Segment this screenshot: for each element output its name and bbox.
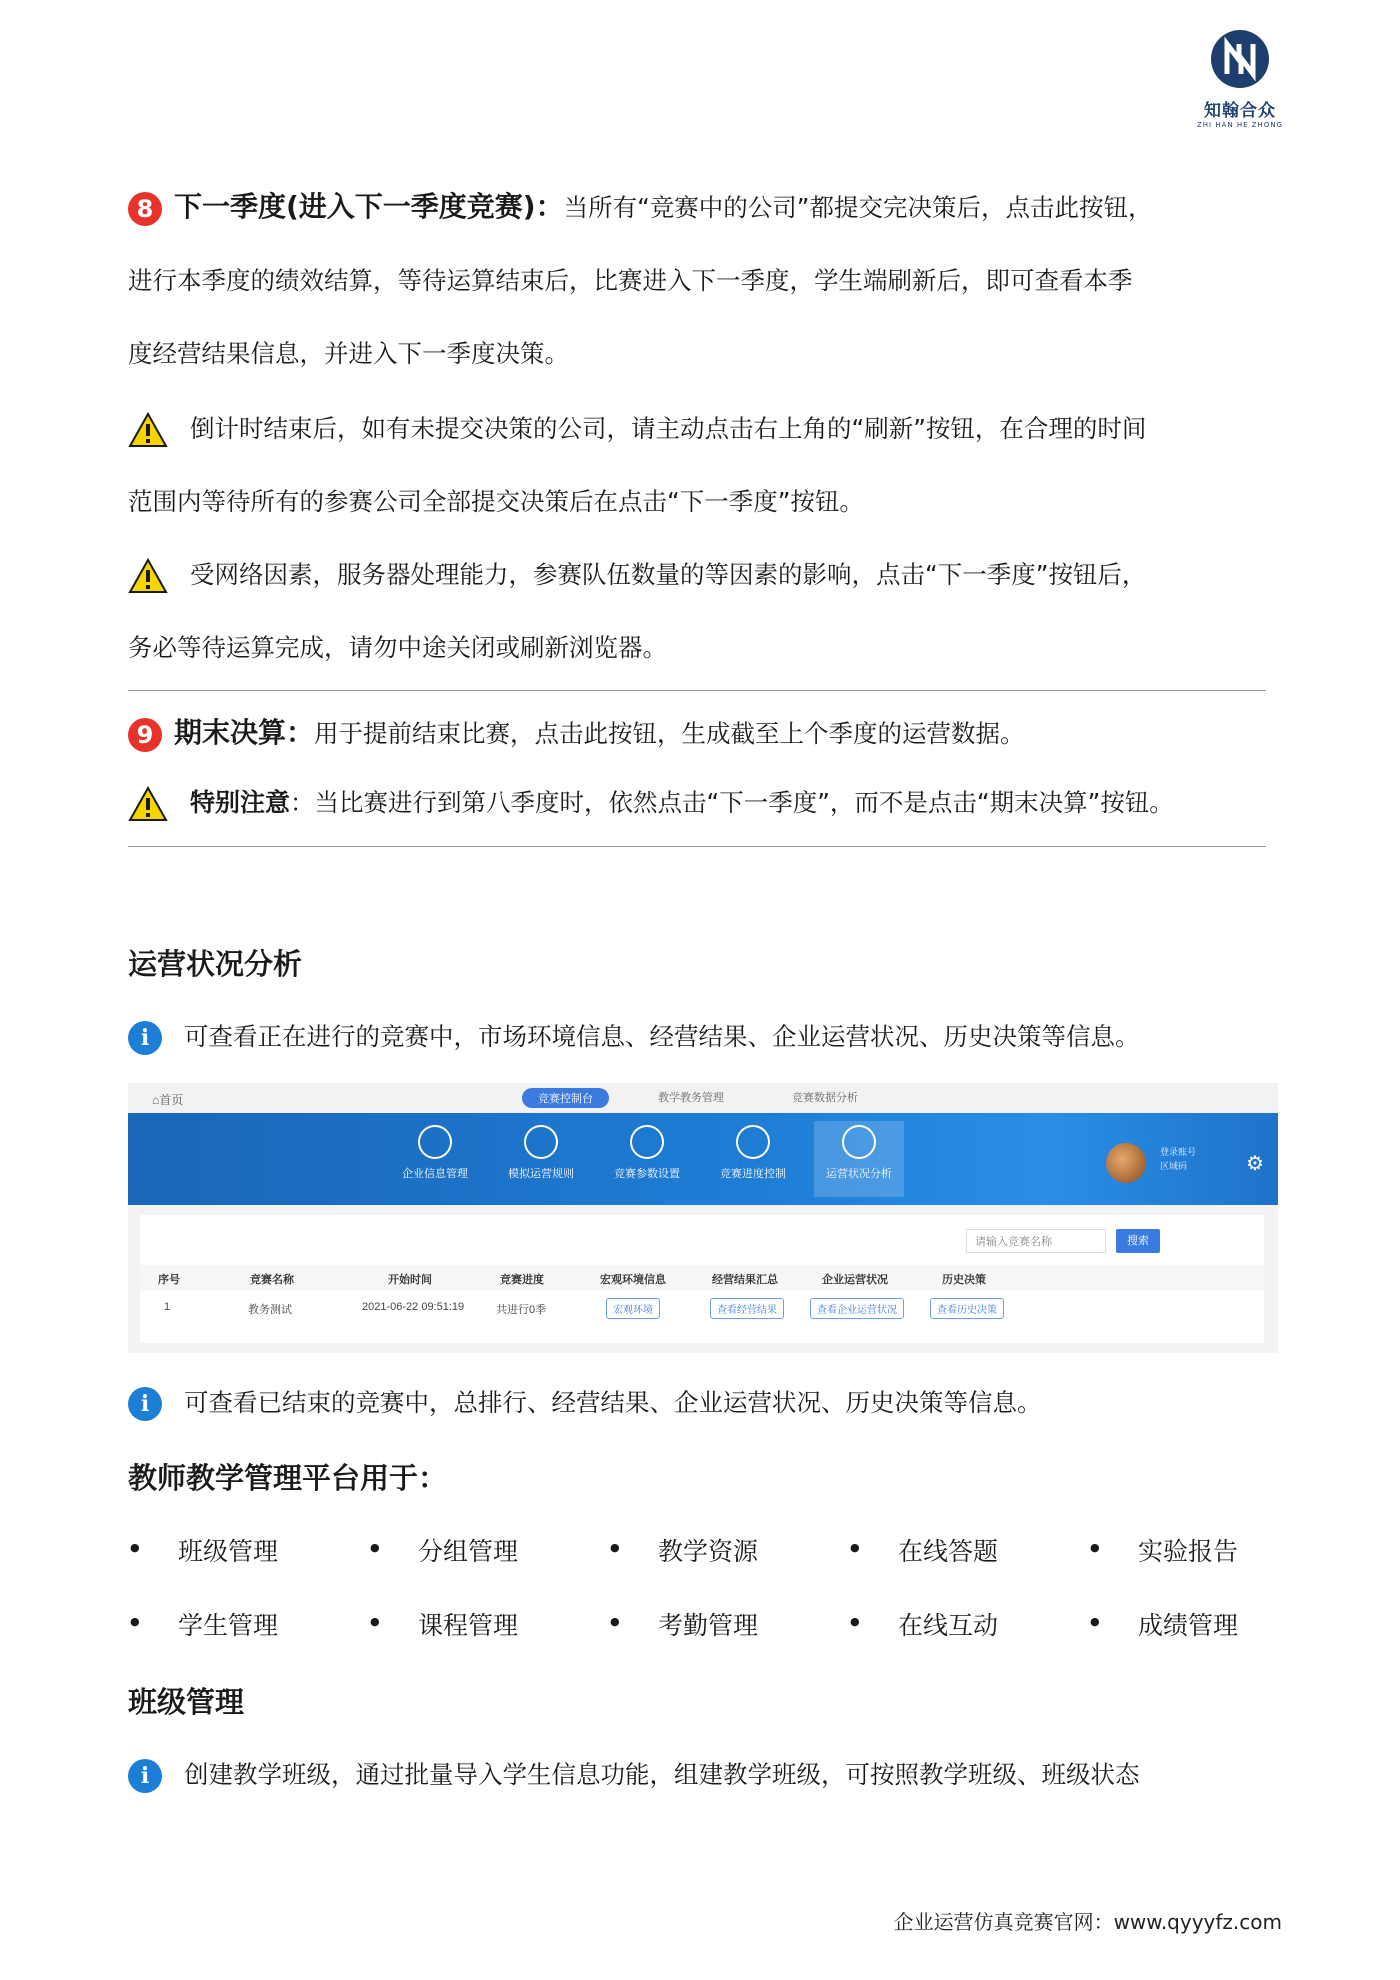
item8-line2: 进行本季度的绩效结算，等待运算结束后，比赛进入下一季度，学生端刷新后，即可查看本季	[128, 266, 1133, 295]
building-icon	[418, 1125, 452, 1159]
gear-icon[interactable]: ⚙	[1246, 1153, 1264, 1175]
list-item: ● 考勤管理	[658, 1606, 758, 1642]
warning-3-title: 特别注意	[190, 788, 291, 817]
shot-home-link[interactable]: ⌂首页	[152, 1093, 184, 1107]
item9-title: 期末决算：	[174, 716, 315, 749]
view-ops-button[interactable]: 查看企业运营状况	[810, 1298, 904, 1319]
avatar[interactable]	[1106, 1143, 1146, 1183]
document-icon	[842, 1125, 876, 1159]
shot-content-panel	[140, 1215, 1264, 1343]
list-item: ● 分组管理	[418, 1532, 518, 1568]
shot-topbar	[128, 1083, 1278, 1113]
list-item: ● 学生管理	[178, 1606, 278, 1642]
warning-1-line1: 倒计时结束后，如有未提交决策的公司，请主动点击右上角的“刷新”按钮，在合理的时间	[190, 414, 1147, 443]
search-input[interactable]: 请输入竞赛名称	[966, 1229, 1106, 1253]
section-title-class: 班级管理	[128, 1685, 245, 1719]
divider	[128, 690, 1266, 691]
class-info-text: 创建教学班级，通过批量导入学生信息功能，组建教学班级，可按照教学班级、班级状态	[184, 1760, 1140, 1789]
shot-banner	[128, 1113, 1278, 1205]
number-badge-8: 8	[128, 192, 162, 226]
warning-1	[128, 392, 1288, 538]
info-icon: i	[128, 1759, 162, 1793]
macro-env-button[interactable]: 宏观环境	[606, 1298, 660, 1319]
footer-website: 企业运营仿真竞赛官网：www.qyyyfz.com	[893, 1910, 1282, 1934]
shot-nav-ops[interactable]: 运营状况分析	[814, 1121, 904, 1197]
info-icon: i	[128, 1021, 162, 1055]
table-header: 序号 竞赛名称 开始时间 竞赛进度 宏观环境信息 经营结果汇总 企业运营状况 历史决策	[140, 1265, 1264, 1291]
list-item: ● 班级管理	[178, 1532, 278, 1568]
embedded-screenshot	[128, 1083, 1278, 1353]
shot-tab-analysis[interactable]: 竞赛数据分析	[792, 1092, 858, 1104]
item9-paragraph	[128, 696, 1288, 770]
logo-text-en: ZHI HAN HE ZHONG	[1196, 121, 1283, 129]
warning-icon	[128, 786, 168, 822]
brand-logo	[1180, 28, 1300, 129]
view-results-button[interactable]: 查看经营结果	[710, 1298, 784, 1319]
list-item: ● 实验报告	[1138, 1532, 1238, 1568]
shot-tab-teaching[interactable]: 教学教务管理	[658, 1092, 724, 1104]
warning-icon	[128, 412, 168, 448]
ops-info-1-text: 可查看正在进行的竞赛中，市场环境信息、经营结果、企业运营状况、历史决策等信息。	[184, 1022, 1140, 1051]
class-info	[128, 1738, 1288, 1811]
item8-line1: 当所有“竞赛中的公司”都提交完决策后，点击此按钮，	[563, 193, 1153, 222]
warning-2-line2: 务必等待运算完成，请勿中途关闭或刷新浏览器。	[128, 633, 667, 662]
shot-nav-progress[interactable]: 竞赛进度控制	[708, 1125, 798, 1181]
list-item: ● 课程管理	[418, 1606, 518, 1642]
warning-icon	[128, 558, 168, 594]
info-icon: i	[128, 1387, 162, 1421]
item8-paragraph	[128, 170, 1288, 390]
sliders-icon	[736, 1125, 770, 1159]
shot-nav-company[interactable]: 企业信息管理	[390, 1125, 480, 1181]
item8-line3: 度经营结果信息，并进入下一季度决策。	[128, 339, 569, 368]
warning-2-line1: 受网络因素，服务器处理能力，参赛队伍数量的等因素的影响，点击“下一季度”按钮后，	[190, 560, 1147, 589]
shot-nav-params[interactable]: 竞赛参数设置	[602, 1125, 692, 1181]
ops-info-1	[128, 1000, 1288, 1073]
section-title-ops: 运营状况分析	[128, 947, 303, 981]
warning-3-text: ：当比赛进行到第八季度时，依然点击“下一季度”，而不是点击“期末决算”按钮。	[290, 788, 1174, 817]
shot-tab-console[interactable]: 竞赛控制台	[522, 1088, 609, 1108]
grid-icon	[630, 1125, 664, 1159]
divider	[128, 846, 1266, 847]
logo-text-cn: 知翰合众	[1204, 101, 1276, 121]
ops-info-2-text: 可查看已结束的竞赛中，总排行、经营结果、企业运营状况、历史决策等信息。	[184, 1388, 1042, 1417]
ops-info-2	[128, 1366, 1288, 1439]
list-item: ● 在线答题	[898, 1532, 998, 1568]
item8-title: 下一季度(进入下一季度竞赛)：	[174, 190, 564, 223]
item9-text: 用于提前结束比赛，点击此按钮，生成截至上个季度的运营数据。	[314, 719, 1025, 748]
list-item: ● 教学资源	[658, 1532, 758, 1568]
warning-3	[128, 766, 1288, 839]
warning-1-line2: 范围内等待所有的参赛公司全部提交决策后在点击“下一季度”按钮。	[128, 487, 864, 516]
logo-mark-icon	[1209, 28, 1271, 90]
feature-row-1	[128, 1532, 1288, 1572]
view-history-button[interactable]: 查看历史决策	[930, 1298, 1004, 1319]
list-item: ● 成绩管理	[1138, 1606, 1238, 1642]
section-title-teacher: 教师教学管理平台用于：	[128, 1461, 448, 1495]
shot-account-info: 登录账号 区域码	[1160, 1147, 1197, 1171]
list-item: ● 在线互动	[898, 1606, 998, 1642]
number-badge-9: 9	[128, 718, 162, 752]
list-icon	[524, 1125, 558, 1159]
shot-nav-rules[interactable]: 模拟运营规则	[496, 1125, 586, 1181]
warning-2	[128, 538, 1288, 684]
table-row: 1 教务测试 2021-06-22 09:51:19 共进行0季 宏观环境 查看经营结果 查看企业运营状况 查看历史决策	[140, 1295, 1264, 1321]
search-button[interactable]: 搜索	[1116, 1229, 1160, 1253]
feature-row-2	[128, 1606, 1288, 1646]
